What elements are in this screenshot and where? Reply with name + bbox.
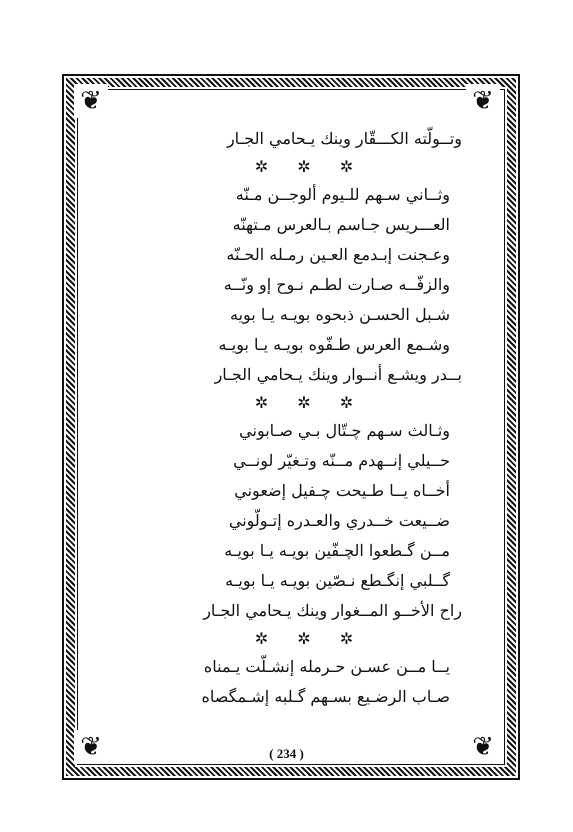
poem-line: وشـمع العرس طـفّوه بويـه يـا بويـه <box>218 335 450 354</box>
page-number: ( 234 ) <box>269 746 304 761</box>
poem-line: صـاب الرضـيع بسـهم گـلبه إشـمگصاه <box>201 687 450 706</box>
poem-line: وثـالث سـهم چـتّال بـي صـابوني <box>239 421 450 440</box>
poem-line: وتــولّته الكـــقّار وينك يـحامي الجـار <box>226 129 462 148</box>
poem-line: گــلبي إنگـطع نـصّين بويـه يـا بويـه <box>225 571 450 590</box>
poem-line: والزفّــه صـارت لطـم نـوح إو ونّــه <box>223 275 450 294</box>
poem-line: حــيلي إنــهدم مــنّه وتـغيّر لونــي <box>233 451 450 470</box>
poem-line: أخــاه يــا طـيحت چـفيل إضعوني <box>234 481 450 500</box>
poem-body <box>110 124 462 712</box>
poem-line: شـبل الحسـن ذبحوه بويـه يـا بويه <box>229 305 450 324</box>
corner-ornament-top-left: ❦ <box>74 84 108 118</box>
poem-line: مــن گـطعوا الچـفّين بويـه يـا بويـه <box>224 541 450 560</box>
poem-line: وثــاني سـهم للـيوم ألوجــن مـنّه <box>235 185 450 204</box>
poem-line: وعـجنت إبـدمع العـين رمـله الحـنّه <box>226 245 450 264</box>
corner-ornament-top-right: ❦ <box>466 84 500 118</box>
star-divider: ✲ ✲ ✲ <box>254 393 366 412</box>
poem-line: ضــيعت خــدري والعـدره إتـولّوني <box>228 511 450 530</box>
corner-ornament-bottom-left: ❦ <box>74 730 108 764</box>
poem-line: بــدر ويشـع أنــوار وينك يـحامي الجـار <box>214 365 462 384</box>
corner-ornament-bottom-right: ❦ <box>466 730 500 764</box>
poem-line: العـــريس جـاسم بـالعرس مـتهنّه <box>232 215 450 234</box>
star-divider: ✲ ✲ ✲ <box>254 629 366 648</box>
poem-line: يــا مــن عسـن حـرمله إنشـلّت يـمناه <box>203 657 450 676</box>
star-divider: ✲ ✲ ✲ <box>254 157 366 176</box>
poem-line: راح الأخــو المــغوار وينك يـحامي الجـار <box>203 601 462 620</box>
